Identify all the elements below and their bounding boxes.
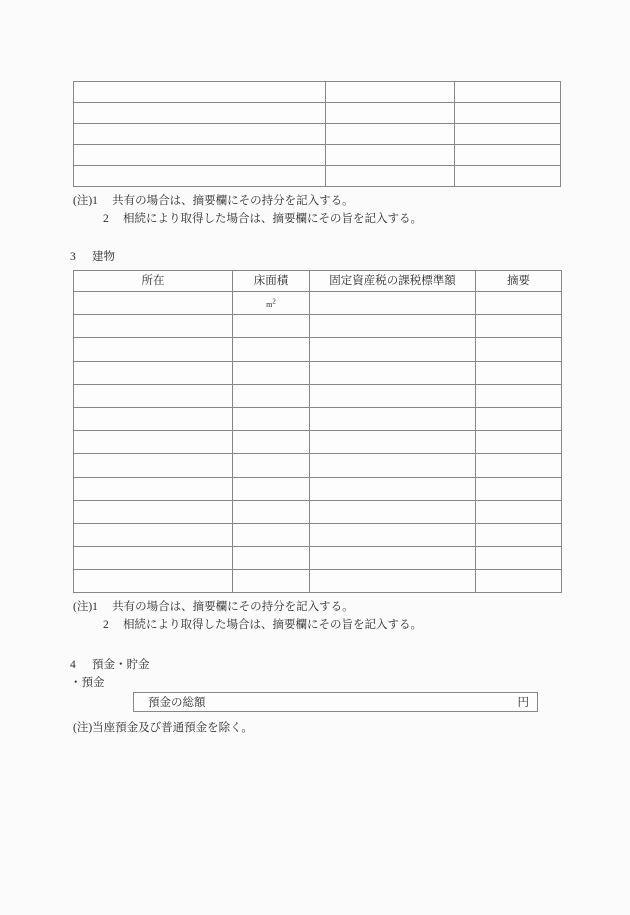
table-cell[interactable] xyxy=(455,166,561,187)
table-cell-location[interactable] xyxy=(74,431,233,454)
table-cell[interactable] xyxy=(326,145,455,166)
table-cell-location[interactable] xyxy=(74,384,233,407)
table-header-row xyxy=(74,271,562,292)
note-text: 共有の場合は、摘要欄にその持分を記入する。 xyxy=(112,601,354,613)
table-cell-tax-base[interactable] xyxy=(310,500,476,523)
deposit-currency-unit: 円 xyxy=(517,697,529,709)
table-row xyxy=(74,338,562,361)
table-cell-location[interactable] xyxy=(74,338,233,361)
deposit-total-box[interactable] xyxy=(133,692,538,712)
building-table xyxy=(73,270,562,593)
table-cell-tax-base[interactable] xyxy=(310,431,476,454)
note-number: 1 xyxy=(92,195,98,207)
square-meter-unit: $m^2$ xyxy=(266,297,276,309)
table-cell[interactable] xyxy=(455,145,561,166)
table-row xyxy=(74,407,562,430)
table-row xyxy=(74,477,562,500)
table-row xyxy=(74,124,561,145)
table-row xyxy=(74,145,561,166)
section-title: 建物 xyxy=(92,251,115,263)
table-row xyxy=(74,431,562,454)
column-header-location: 所在 xyxy=(74,271,233,292)
table-cell-location[interactable] xyxy=(74,292,233,315)
table-row xyxy=(74,384,562,407)
building-table-head xyxy=(74,271,562,292)
table-cell-remarks[interactable] xyxy=(476,570,562,593)
table-cell[interactable] xyxy=(74,145,326,166)
table-row xyxy=(74,166,561,187)
note-text: 共有の場合は、摘要欄にその持分を記入する。 xyxy=(112,195,354,207)
table-cell-location[interactable] xyxy=(74,477,233,500)
notes-buildings xyxy=(73,599,422,635)
table-cell-tax-base[interactable] xyxy=(310,338,476,361)
note-number: 1 xyxy=(92,601,98,613)
table-cell-location[interactable] xyxy=(74,523,233,546)
note-line: (注)当座預金及び普通預金を除く。 xyxy=(73,722,253,734)
note-lead: (注) xyxy=(73,195,93,207)
table-cell-floor-area[interactable] xyxy=(233,292,310,315)
table-row xyxy=(74,315,562,338)
table-cell-remarks[interactable] xyxy=(476,361,562,384)
table-cell-floor-area[interactable] xyxy=(233,523,310,546)
note-line xyxy=(73,211,422,229)
table-cell[interactable] xyxy=(455,103,561,124)
table-cell[interactable] xyxy=(326,82,455,103)
table-cell-floor-area[interactable] xyxy=(233,384,310,407)
table-cell[interactable] xyxy=(455,124,561,145)
notes-deposits xyxy=(73,720,253,738)
table-cell-remarks[interactable] xyxy=(476,500,562,523)
section-number: 3 xyxy=(70,251,76,263)
section-title: 預金・貯金 xyxy=(92,659,150,671)
table-cell-location[interactable] xyxy=(74,547,233,570)
section-heading-deposits xyxy=(70,656,150,672)
table-cell-remarks[interactable] xyxy=(476,477,562,500)
building-table-body xyxy=(74,292,562,593)
table-cell[interactable] xyxy=(74,166,326,187)
table-cell-location[interactable] xyxy=(74,570,233,593)
note-line xyxy=(73,599,422,617)
column-header-floor-area: 床面積 xyxy=(233,271,310,292)
table-cell-location[interactable] xyxy=(74,315,233,338)
table-row xyxy=(74,82,561,103)
table-cell-floor-area[interactable] xyxy=(233,361,310,384)
table-cell-remarks[interactable] xyxy=(476,338,562,361)
table-cell-tax-base[interactable] xyxy=(310,523,476,546)
table-cell-floor-area[interactable] xyxy=(233,547,310,570)
land-table-continued xyxy=(73,81,561,187)
table-cell-tax-base[interactable] xyxy=(310,477,476,500)
table-cell-location[interactable] xyxy=(74,454,233,477)
table-cell-remarks[interactable] xyxy=(476,315,562,338)
table-cell[interactable] xyxy=(326,166,455,187)
table-cell[interactable] xyxy=(74,82,326,103)
note-text: 相続により取得した場合は、摘要欄にその旨を記入する。 xyxy=(123,212,422,225)
table-cell[interactable] xyxy=(326,103,455,124)
table-row xyxy=(74,547,562,570)
table-row xyxy=(74,454,562,477)
table-cell-location[interactable] xyxy=(74,361,233,384)
table-row xyxy=(74,570,562,593)
table-cell-tax-base[interactable] xyxy=(310,292,476,315)
table-cell-floor-area[interactable] xyxy=(233,407,310,430)
section-heading-buildings xyxy=(70,248,115,264)
table-cell[interactable] xyxy=(326,124,455,145)
table-cell-tax-base[interactable] xyxy=(310,407,476,430)
table-cell-tax-base[interactable] xyxy=(310,570,476,593)
table-cell-tax-base[interactable] xyxy=(310,315,476,338)
table-cell-tax-base[interactable] xyxy=(310,384,476,407)
note-line xyxy=(73,617,422,635)
column-header-tax-base: 固定資産税の課税標準額 xyxy=(310,271,476,292)
table-cell-location[interactable] xyxy=(74,407,233,430)
note-line xyxy=(73,193,422,211)
notes-land xyxy=(73,193,422,229)
table-row xyxy=(74,500,562,523)
table-cell-location[interactable] xyxy=(74,500,233,523)
table-cell-remarks[interactable] xyxy=(476,547,562,570)
table-cell[interactable] xyxy=(455,82,561,103)
table-cell-floor-area[interactable] xyxy=(233,500,310,523)
deposit-total-label: 預金の総額 xyxy=(148,697,206,709)
table-cell-floor-area[interactable] xyxy=(233,431,310,454)
table-cell[interactable] xyxy=(74,124,326,145)
land-table-body xyxy=(74,82,561,187)
table-cell[interactable] xyxy=(74,103,326,124)
table-cell-tax-base[interactable] xyxy=(310,454,476,477)
note-number: 2 xyxy=(103,618,109,631)
table-cell-remarks[interactable] xyxy=(476,384,562,407)
table-cell-floor-area[interactable] xyxy=(233,477,310,500)
subheading-deposit: ・預金 xyxy=(70,677,105,689)
table-cell-remarks[interactable] xyxy=(476,431,562,454)
table-cell-remarks[interactable] xyxy=(476,292,562,315)
table-cell-floor-area[interactable] xyxy=(233,454,310,477)
table-row xyxy=(74,292,562,315)
table-cell-remarks[interactable] xyxy=(476,454,562,477)
table-cell-remarks[interactable] xyxy=(476,407,562,430)
table-row xyxy=(74,523,562,546)
table-cell-tax-base[interactable] xyxy=(310,547,476,570)
table-cell-floor-area[interactable] xyxy=(233,338,310,361)
section-number: 4 xyxy=(70,659,76,671)
table-row xyxy=(74,361,562,384)
note-number: 2 xyxy=(103,212,109,225)
note-lead: (注) xyxy=(73,601,93,613)
table-row xyxy=(74,103,561,124)
table-cell-remarks[interactable] xyxy=(476,523,562,546)
note-text: 相続により取得した場合は、摘要欄にその旨を記入する。 xyxy=(123,618,422,631)
table-cell-tax-base[interactable] xyxy=(310,361,476,384)
table-cell-floor-area[interactable] xyxy=(233,315,310,338)
table-cell-floor-area[interactable] xyxy=(233,570,310,593)
column-header-remarks: 摘要 xyxy=(476,271,562,292)
